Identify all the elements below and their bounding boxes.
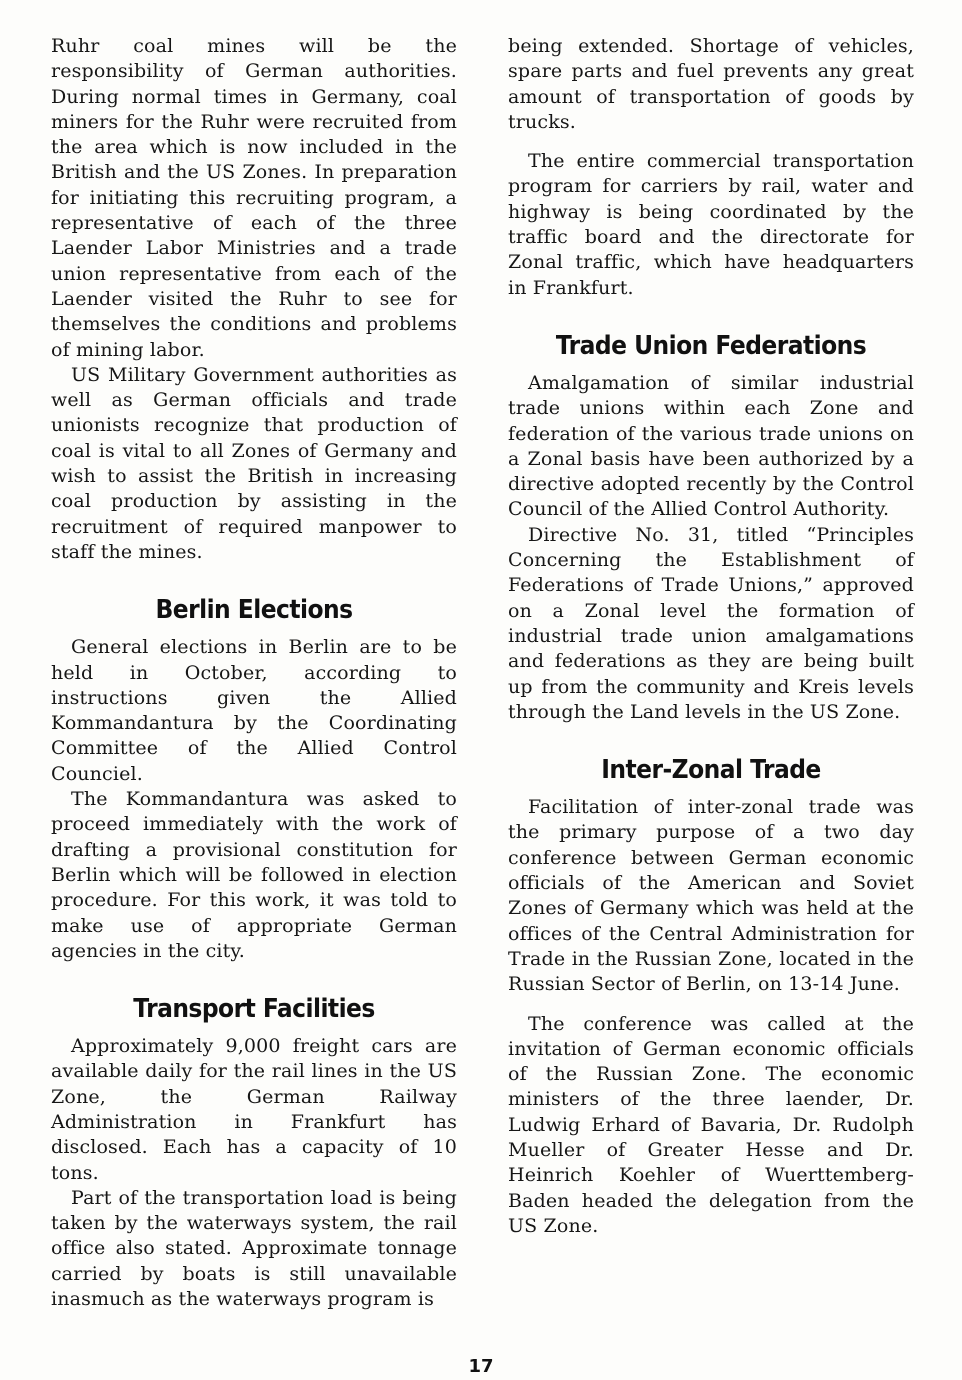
trade-union-federations-heading: Trade Union Federations <box>555 330 867 361</box>
intro-paragraph-1: Ruhr coal mines will be the responsibility of German authorities. During normal times in Germany, coal miners for the Ruhr were recruited from the area which is now included in the British and the US Zones. In preparation for initiating this recruiting program, a representative of each of the three Laender Labor Ministries and a trade union representative from each of the Laender visited the Ruhr to see for themselves the conditions and problems of mining labor. <box>51 35 457 361</box>
inter-zonal-trade-paragraph-2: The conference was called at the invitation of German economic officials of the Russian Zone. The economic ministers of the three laender, Dr. Ludwig Erhard of Bavaria, Dr. Rudolph Mueller of Greater Hesse and Dr. Heinrich Koehler of Wuerttemberg-Baden headed the delegation from the US Zone. <box>508 1012 914 1237</box>
berlin-elections-paragraph-2: The Kommandantura was asked to proceed immediately with the work of drafting a provisional constitution for Berlin which will be followed in election procedure. For this work, it was told to make use of appropriate German agencies in the city. <box>51 788 457 962</box>
trade-union-federations-paragraph-1: Amalgamation of similar industrial trade unions within each Zone and federation of the various trade unions on a Zonal basis have been authorized by a directive adopted recently by the Control Council of the Allied Control Authority. <box>508 371 914 521</box>
trade-union-federations-paragraph-2: Directive No. 31, titled “Principles Concerning the Establishment of Federations of Trade Unions,” approved on a Zonal level the formation of industrial trade union amalgamations and federations as they are being built up from the community and Kreis levels through the Land levels in the US Zone. <box>508 523 914 723</box>
inter-zonal-trade-paragraph-1: Facilitation of inter-zonal trade was the primary purpose of a two day conference between German economic officials of the American and Soviet Zones of Germany which was held at the offices of the Central Administration for Trade in the Russian Zone, located in the Russian Sector of Berlin, on 13-14 June. <box>508 796 914 996</box>
berlin-elections-paragraph-1: General elections in Berlin are to be held in October, according to instructions given the Allied Kommandantura by the Coordinating Committee of the Allied Control Counciel. <box>51 636 457 785</box>
inter-zonal-trade-heading: Inter-Zonal Trade <box>601 755 821 786</box>
right-column <box>508 34 914 1239</box>
page-number: 17 <box>468 1356 494 1377</box>
transport-facilities-paragraph-1: Approximately 9,000 freight cars are available daily for the rail lines in the US Zone, the German Railway Administration in Frankfurt has disclosed. Each has a capacity of 10 tons. <box>51 1035 457 1184</box>
berlin-elections-heading: Berlin Elections <box>155 595 353 626</box>
continuation-paragraph-2: The entire commercial transportation program for carriers by rail, water and highway is being coordinated by the traffic board and the directorate for Zonal traffic, which have headquarters in Frankfurt. <box>508 150 914 299</box>
transport-facilities-paragraph-2: Part of the transportation load is being taken by the waterways system, the rail office also stated. Approximate tonnage carried by boats is still unavailable inasmuch as the waterways program is <box>51 1186 457 1311</box>
continuation-paragraph-1: being extended. Shortage of vehicles, spare parts and fuel prevents any great amount of transportation of goods by trucks. <box>508 35 914 133</box>
transport-facilities-heading: Transport Facilities <box>133 994 375 1025</box>
left-column <box>51 34 457 1312</box>
intro-paragraph-2: US Military Government authorities as well as German officials and trade unionists recognize that production of coal is vital to all Zones of Germany and wish to assist the British in increasing coal production by assisting in the recruitment of required manpower to staff the mines. <box>51 363 457 563</box>
